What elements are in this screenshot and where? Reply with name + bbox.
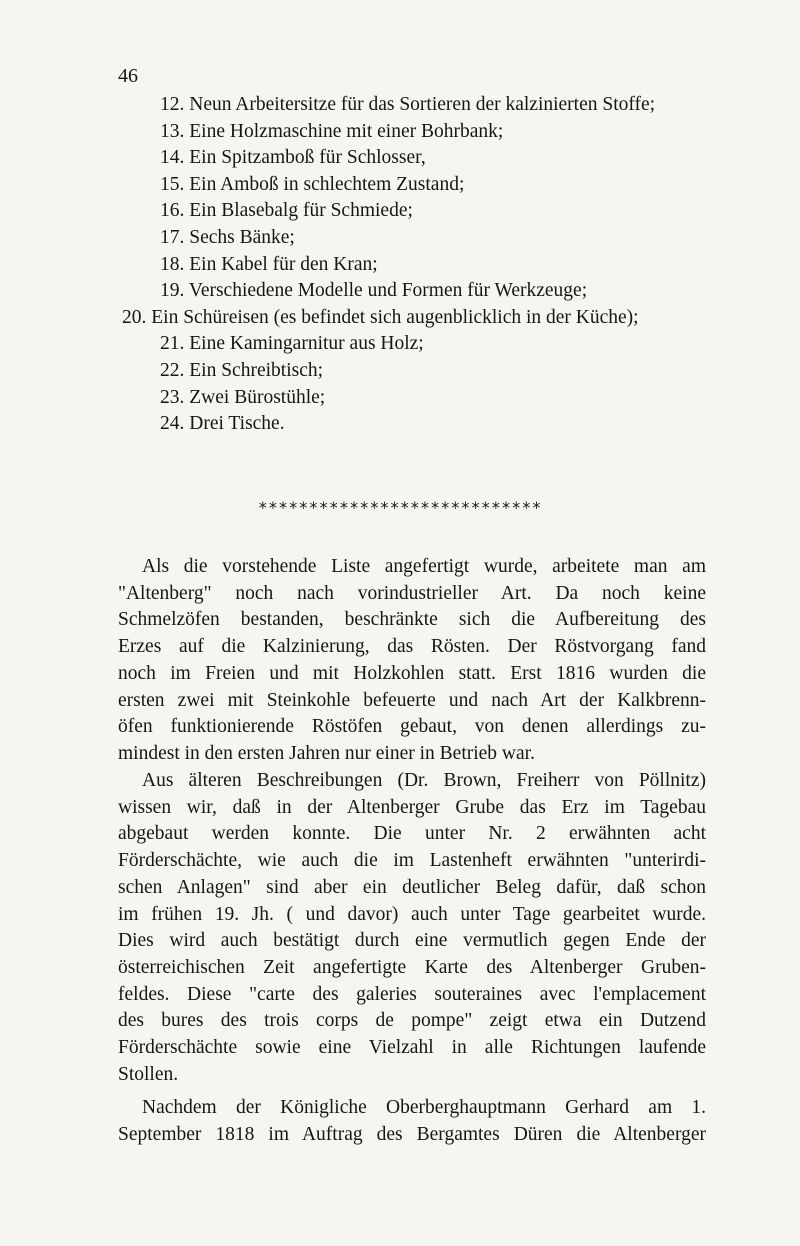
text-line: schen Anlagen" sind aber ein deutlicher Beleg dafür, daß schon bbox=[118, 876, 706, 898]
text-line: abgebaut werden konnte. Die unter Nr. 2 erwähnten acht bbox=[118, 823, 706, 845]
list-item: 22. Ein Schreibtisch; bbox=[160, 359, 324, 381]
list-item: 19. Verschiedene Modelle und Formen für Werkzeuge; bbox=[160, 280, 588, 302]
paragraph-3 bbox=[118, 1095, 706, 1148]
list-item: 15. Ein Amboß in schlechtem Zustand; bbox=[160, 173, 465, 195]
text-line: "Altenberg" noch nach vorindustrieller Art. Da noch keine bbox=[118, 582, 706, 604]
list-item: 12. Neun Arbeitersitze für das Sortieren der kalzinierten Stoffe; bbox=[160, 94, 656, 115]
list-item: 17. Sechs Bänke; bbox=[160, 226, 295, 248]
text-line: September 1818 im Auftrag des Bergamtes Düren die Altenberger bbox=[118, 1123, 706, 1145]
list-item: 20. Ein Schüreisen (es befindet sich augenblicklich in der Küche); bbox=[122, 306, 639, 328]
list-item: 21. Eine Kamingarnitur aus Holz; bbox=[160, 333, 424, 355]
text-line: Nachdem der Königliche Oberberghauptmann Gerhard am 1. bbox=[142, 1097, 706, 1118]
text-line: Als die vorstehende Liste angefertigt wurde, arbeitete man am bbox=[142, 556, 706, 577]
section-divider: **************************** bbox=[258, 498, 542, 517]
text-line: wissen wir, daß in der Altenberger Grube das Erz im Tagebau bbox=[118, 796, 706, 818]
text-line: Förderschächte, wie auch die im Lastenheft erwähnten "unterirdi- bbox=[118, 850, 706, 872]
paragraph-1 bbox=[118, 554, 706, 768]
text-line: mindest in den ersten Jahren nur einer in Betrieb war. bbox=[118, 742, 535, 764]
text-line: Stollen. bbox=[118, 1063, 179, 1085]
text-line: Schmelzöfen bestanden, beschränkte sich die Aufbereitung des bbox=[118, 609, 706, 631]
text-line: österreichischen Zeit angefertigte Karte des Altenberger Gruben- bbox=[118, 956, 706, 978]
text-line: Dies wird auch bestätigt durch eine vermutlich gegen Ende der bbox=[118, 930, 706, 952]
paragraph-2 bbox=[118, 768, 706, 1088]
list-item: 24. Drei Tische. bbox=[160, 413, 285, 435]
text-line: im frühen 19. Jh. ( und davor) auch unter Tage gearbeitet wurde. bbox=[118, 903, 706, 925]
text-line: Förderschächte sowie eine Vielzahl in alle Richtungen laufende bbox=[118, 1037, 706, 1059]
list-item: 18. Ein Kabel für den Kran; bbox=[160, 253, 378, 275]
text-line: feldes. Diese "carte des galeries souteraines avec l'emplacement bbox=[118, 983, 706, 1005]
inventory-list bbox=[122, 92, 720, 438]
list-item: 13. Eine Holzmaschine mit einer Bohrbank; bbox=[160, 120, 504, 142]
list-item: 23. Zwei Bürostühle; bbox=[160, 386, 326, 408]
text-line: des bures des trois corps de pompe" zeigt etwa ein Dutzend bbox=[118, 1010, 706, 1032]
text-line: Aus älteren Beschreibungen (Dr. Brown, Freiherr von Pöllnitz) bbox=[142, 770, 706, 791]
text-line: noch im Freien und mit Holzkohlen statt. Erst 1816 wurden die bbox=[118, 662, 706, 684]
text-line: ersten zwei mit Steinkohle befeuerte und nach Art der Kalkbrenn- bbox=[118, 689, 706, 711]
page-number: 46 bbox=[118, 65, 138, 87]
text-line: öfen funktionierende Röstöfen gebaut, von denen allerdings zu- bbox=[118, 716, 706, 738]
list-item: 14. Ein Spitzamboß für Schlosser, bbox=[160, 147, 426, 169]
list-item: 16. Ein Blasebalg für Schmiede; bbox=[160, 200, 413, 222]
text-line: Erzes auf die Kalzinierung, das Rösten. Der Röstvorgang fand bbox=[118, 636, 706, 658]
